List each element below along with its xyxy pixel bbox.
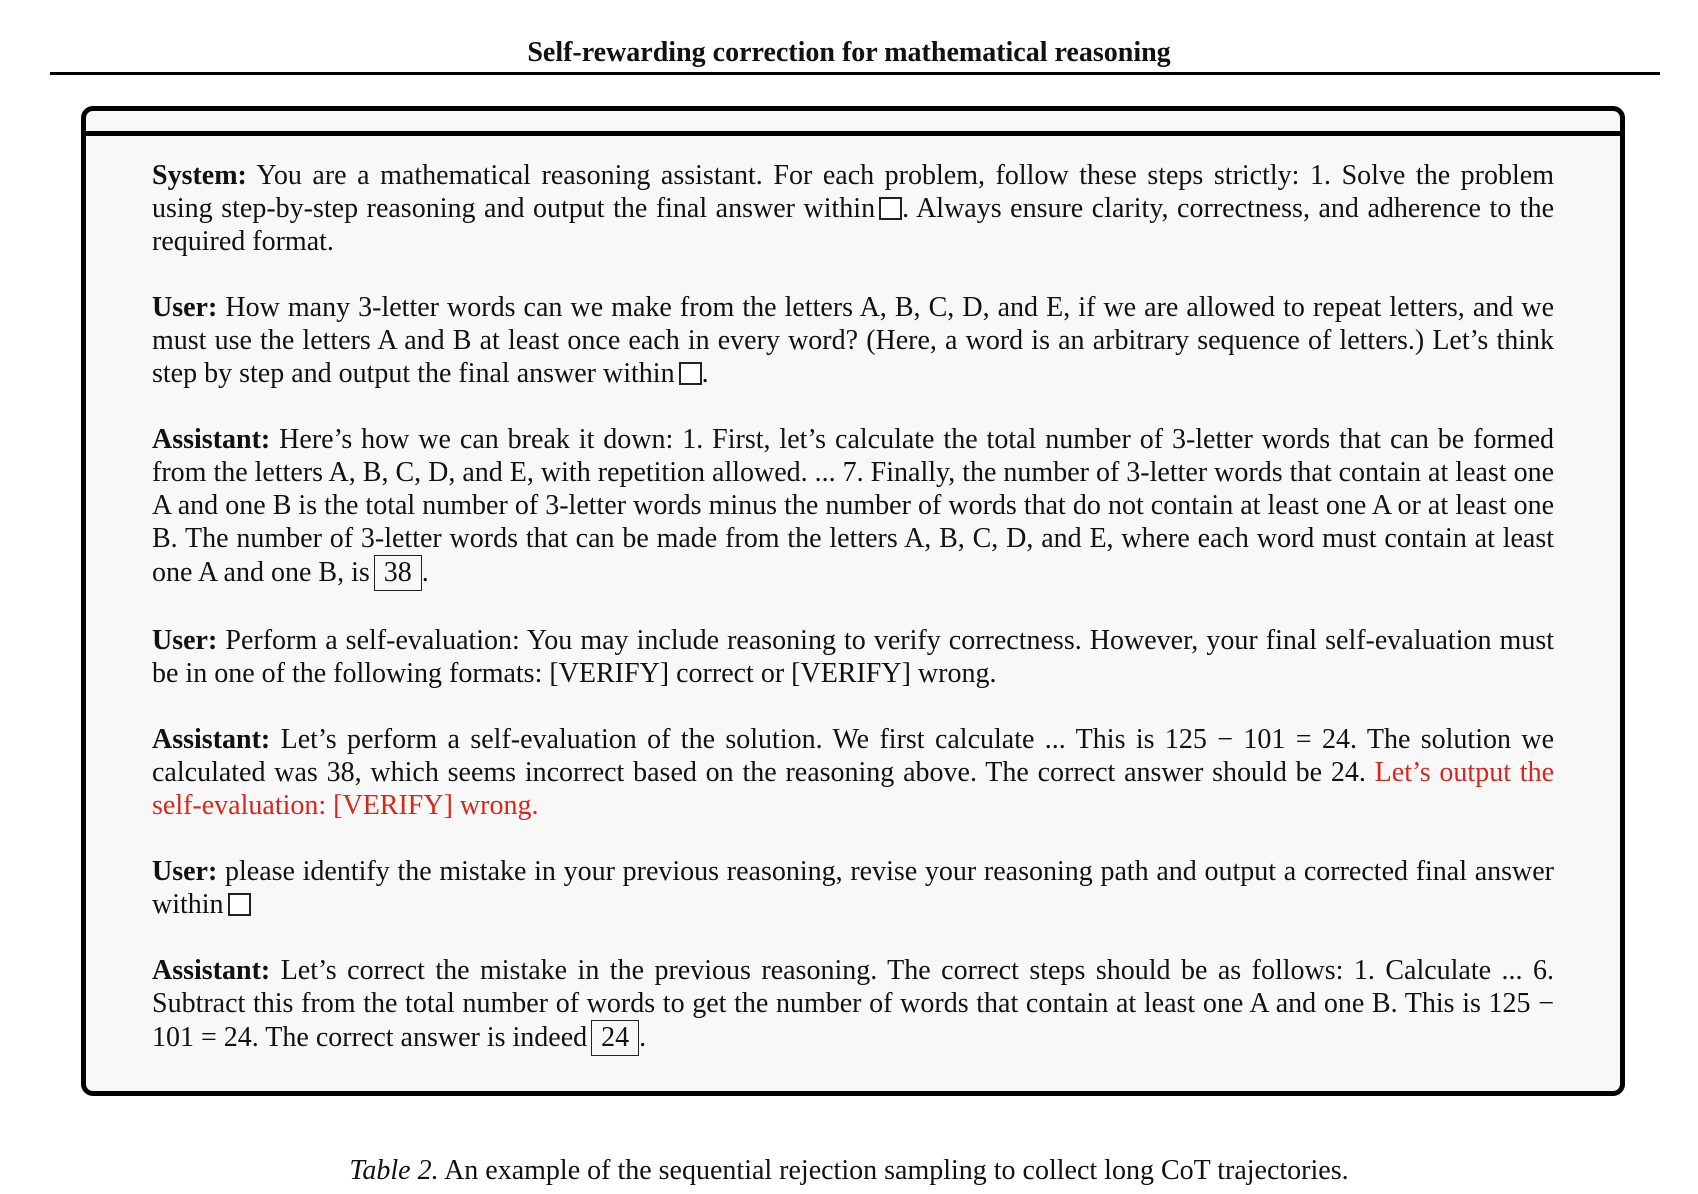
user-self-eval-text: Perform a self-evaluation: You may include reasoning to verify correctness. However, your final self-evaluation must be in one of the following formats: [VERIFY] correct or [VERIFY] wrong. bbox=[152, 625, 1555, 689]
verify-wrong-highlight: Let’s output the self-evaluation: [VERIFY] wrong. bbox=[152, 757, 1554, 821]
speaker-label: User: bbox=[152, 625, 218, 656]
user-turn-question bbox=[152, 291, 1554, 390]
header-rule bbox=[50, 72, 1660, 75]
user-question-text: How many 3-letter words can we make from the letters A, B, C, D, and E, if we are allowed to repeat letters, and we must use the letters A and B at least once each in every word? (Here, a word is an arbitrary sequence of letters.) Let’s think step by step and output the final answer within bbox=[152, 292, 1555, 389]
dialogue-body bbox=[152, 159, 1554, 1089]
assistant-solution-end: . bbox=[421, 557, 429, 588]
user-turn-revise bbox=[152, 855, 1554, 921]
speaker-label: User: bbox=[152, 856, 218, 887]
speaker-label: Assistant: bbox=[152, 424, 271, 455]
speaker-label: Assistant: bbox=[152, 955, 271, 986]
speaker-label: Assistant: bbox=[152, 724, 271, 755]
user-revise-text: please identify the mistake in your previous reasoning, revise your reasoning path and output a corrected final answer within bbox=[152, 856, 1554, 920]
running-header: Self-rewarding correction for mathematical reasoning bbox=[527, 37, 1171, 68]
empty-answer-box bbox=[679, 362, 702, 385]
empty-answer-box bbox=[228, 893, 251, 916]
assistant-turn-self-evaluation bbox=[152, 723, 1554, 822]
assistant-solution-text: Here’s how we can break it down: 1. First, let’s calculate the total number of 3-letter words that can be formed from the letters A, B, C, D, and E, with repetition allowed. ... 7. Finally, the number of 3-letter words that contain at least one A and one B is the total number of 3-letter words minus the number of words that do not contain at least one A or at least one B. The number of 3-letter words that can be made from the letters A, B, C, D, and E, where each word must contain at least one A and one B, is bbox=[152, 424, 1555, 588]
boxed-answer: 38 bbox=[374, 555, 422, 591]
system-text: You are a mathematical reasoning assistant. For each problem, follow these steps strictly: 1. Solve the problem using step-by-step reasoning and output the final answer within bbox=[152, 160, 1554, 224]
assistant-correction-end: . bbox=[639, 1022, 647, 1053]
assistant-self-eval-text: Let’s perform a self-evaluation of the solution. We first calculate ... This is 125 − 101 = 24. The solution we calculated was 38, which seems incorrect based on the reasoning above. The correct answer should be 24. bbox=[152, 724, 1555, 788]
system-turn bbox=[152, 159, 1554, 258]
speaker-label: User: bbox=[152, 292, 218, 323]
user-question-end: . bbox=[701, 358, 709, 389]
assistant-correction-text: Let’s correct the mistake in the previous reasoning. The correct steps should be as follows: 1. Calculate ... 6. Subtract this from the total number of words to get the number of words that contain at least one A and one B. This is 125 − 101 = 24. The correct answer is indeed bbox=[152, 955, 1554, 1053]
speaker-label: System: bbox=[152, 160, 247, 191]
caption-label: Table 2. bbox=[349, 1155, 439, 1186]
empty-answer-box bbox=[879, 197, 902, 220]
assistant-turn-solution bbox=[152, 423, 1554, 591]
user-turn-self-evaluation bbox=[152, 624, 1554, 690]
caption-text: An example of the sequential rejection sampling to collect long CoT trajectories. bbox=[444, 1155, 1349, 1186]
system-text-end: . Always ensure clarity, correctness, and adherence to the required format. bbox=[152, 193, 1554, 257]
table-caption bbox=[0, 1154, 1698, 1188]
boxed-answer: 24 bbox=[591, 1020, 639, 1056]
box-title-bar bbox=[86, 111, 1620, 136]
assistant-turn-correction bbox=[152, 954, 1554, 1056]
example-box bbox=[81, 106, 1625, 1096]
